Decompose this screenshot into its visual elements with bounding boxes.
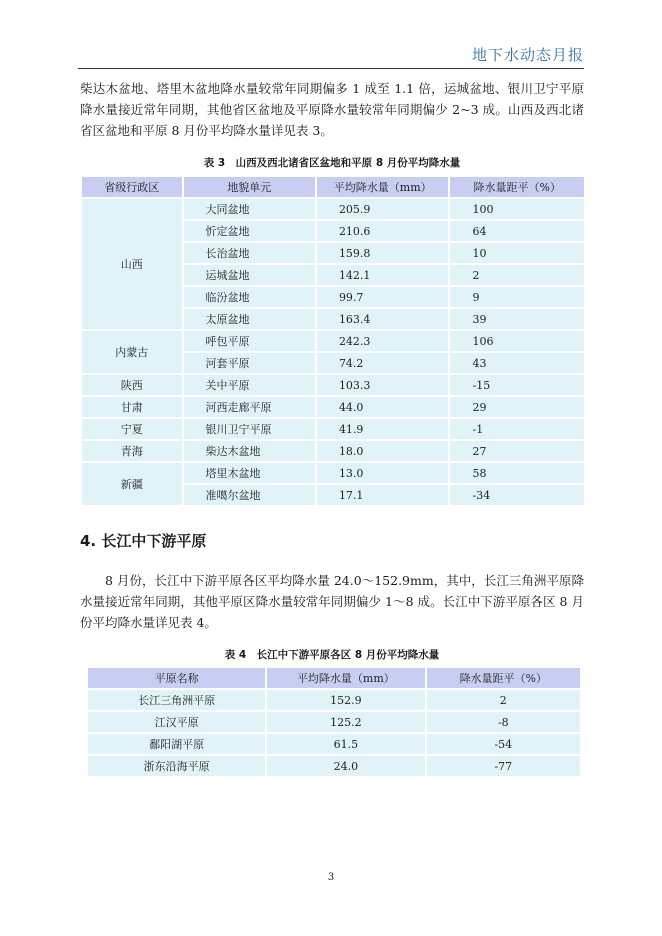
intro-paragraph: 柴达木盆地、塔里木盆地降水量较常年同期偏多 1 成至 1.1 倍，运城盆地、银川卫宁平原降水量接近常年同期，其他省区盆地及平原降水量较常年同期偏少 2~3 成。山西及西北诸省区盆地和平原 8 月份平均降水量详见表 3。 xyxy=(80,81,584,138)
precip-cell: 103.3 xyxy=(317,375,449,395)
plain-name-cell: 长江三角洲平原 xyxy=(88,690,265,710)
precip-cell: 13.0 xyxy=(317,463,449,483)
col-header-plain: 平原名称 xyxy=(88,668,265,688)
table-row xyxy=(82,331,584,351)
precip-cell: 159.8 xyxy=(317,243,449,263)
unit-cell: 呼包平原 xyxy=(184,331,315,351)
unit-cell: 河西走廊平原 xyxy=(184,397,315,417)
anomaly-cell: -15 xyxy=(450,375,584,395)
precip-cell: 142.1 xyxy=(317,265,449,285)
precip-cell: 18.0 xyxy=(317,441,449,461)
province-cell: 山西 xyxy=(82,199,182,329)
unit-cell: 大同盆地 xyxy=(184,199,315,219)
unit-cell: 银川卫宁平原 xyxy=(184,419,315,439)
precip-cell: 163.4 xyxy=(317,309,449,329)
section-heading: 4. 长江中下游平原 xyxy=(80,532,207,550)
precip-cell: 41.9 xyxy=(317,419,449,439)
anomaly-cell: 43 xyxy=(450,353,584,373)
precip-cell: 125.2 xyxy=(267,712,424,732)
table3-caption: 表 3 山西及西北诸省区盆地和平原 8 月份平均降水量 xyxy=(203,157,461,169)
anomaly-cell: 58 xyxy=(450,463,584,483)
table3 xyxy=(80,175,586,507)
table3-header-row xyxy=(82,177,584,197)
anomaly-cell: 2 xyxy=(427,690,580,710)
unit-cell: 柴达木盆地 xyxy=(184,441,315,461)
anomaly-cell: 29 xyxy=(450,397,584,417)
anomaly-cell: -34 xyxy=(450,485,584,505)
anomaly-cell: -54 xyxy=(427,734,580,754)
unit-cell: 太原盆地 xyxy=(184,309,315,329)
table4-caption: 表 4 长江中下游平原各区 8 月份平均降水量 xyxy=(224,649,440,661)
unit-cell: 忻定盆地 xyxy=(184,221,315,241)
precip-cell: 205.9 xyxy=(317,199,449,219)
precip-cell: 210.6 xyxy=(317,221,449,241)
table4 xyxy=(86,666,582,778)
anomaly-cell: -77 xyxy=(427,756,580,776)
precip-cell: 242.3 xyxy=(317,331,449,351)
anomaly-cell: 2 xyxy=(450,265,584,285)
precip-cell: 61.5 xyxy=(267,734,424,754)
precip-cell: 17.1 xyxy=(317,485,449,505)
anomaly-cell: -8 xyxy=(427,712,580,732)
precip-cell: 74.2 xyxy=(317,353,449,373)
anomaly-cell: 64 xyxy=(450,221,584,241)
province-cell: 内蒙古 xyxy=(82,331,182,373)
anomaly-cell: 10 xyxy=(450,243,584,263)
header-divider xyxy=(78,68,584,69)
plain-name-cell: 江汉平原 xyxy=(88,712,265,732)
table-row xyxy=(82,419,584,439)
anomaly-cell: -1 xyxy=(450,419,584,439)
anomaly-cell: 106 xyxy=(450,331,584,351)
table4-header-row xyxy=(88,668,580,688)
precip-cell: 24.0 xyxy=(267,756,424,776)
precip-cell: 44.0 xyxy=(317,397,449,417)
unit-cell: 河套平原 xyxy=(184,353,315,373)
anomaly-cell: 100 xyxy=(450,199,584,219)
anomaly-cell: 9 xyxy=(450,287,584,307)
col-header-anomaly: 降水量距平（%） xyxy=(427,668,580,688)
table-row xyxy=(88,712,580,732)
header-title: 地下水动态月报 xyxy=(471,46,584,64)
province-cell: 宁夏 xyxy=(82,419,182,439)
table-row xyxy=(82,463,584,483)
plain-name-cell: 浙东沿海平原 xyxy=(88,756,265,776)
unit-cell: 准噶尔盆地 xyxy=(184,485,315,505)
province-cell: 陕西 xyxy=(82,375,182,395)
col-header-anomaly: 降水量距平（%） xyxy=(450,177,584,197)
table-row xyxy=(82,441,584,461)
precip-cell: 152.9 xyxy=(267,690,424,710)
table-row xyxy=(88,690,580,710)
table-row xyxy=(82,375,584,395)
unit-cell: 运城盆地 xyxy=(184,265,315,285)
province-cell: 新疆 xyxy=(82,463,182,505)
province-cell: 甘肃 xyxy=(82,397,182,417)
unit-cell: 塔里木盆地 xyxy=(184,463,315,483)
col-header-precip: 平均降水量（mm） xyxy=(317,177,449,197)
unit-cell: 临汾盆地 xyxy=(184,287,315,307)
table-row xyxy=(82,397,584,417)
table-row xyxy=(88,734,580,754)
page-number: 3 xyxy=(327,872,335,883)
anomaly-cell: 39 xyxy=(450,309,584,329)
unit-cell: 长治盆地 xyxy=(184,243,315,263)
unit-cell: 关中平原 xyxy=(184,375,315,395)
plain-name-cell: 鄱阳湖平原 xyxy=(88,734,265,754)
province-cell: 青海 xyxy=(82,441,182,461)
table-row xyxy=(88,756,580,776)
col-header-unit: 地貌单元 xyxy=(184,177,315,197)
precip-cell: 99.7 xyxy=(317,287,449,307)
col-header-precip: 平均降水量（mm） xyxy=(267,668,424,688)
col-header-province: 省级行政区 xyxy=(82,177,182,197)
table-row xyxy=(82,199,584,219)
anomaly-cell: 27 xyxy=(450,441,584,461)
section-paragraph: 8 月份，长江中下游平原各区平均降水量 24.0～152.9mm，其中，长江三角洲平原降水量接近常年同期，其他平原区降水量较常年同期偏少 1～8 成。长江中下游平原各区 8 月份平均降水量详见表 4。 xyxy=(80,573,584,630)
